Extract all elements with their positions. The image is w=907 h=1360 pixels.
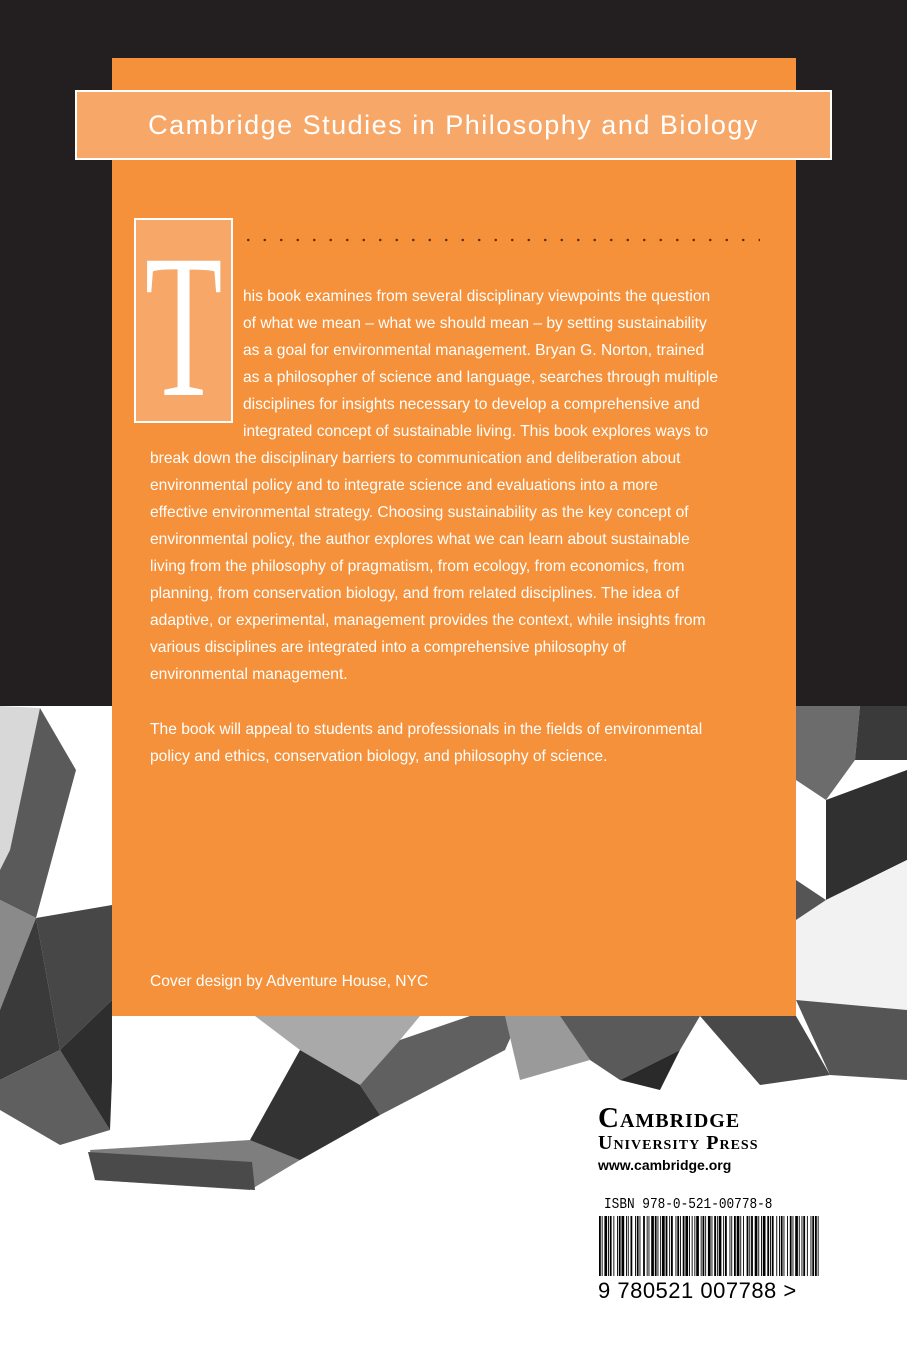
barcode-bar bbox=[658, 1216, 659, 1276]
barcode-bar bbox=[784, 1216, 785, 1276]
barcode-bar bbox=[660, 1216, 661, 1276]
barcode-bar bbox=[689, 1216, 690, 1276]
barcode-bar bbox=[787, 1216, 788, 1276]
barcode-bar bbox=[680, 1216, 681, 1276]
barcode-bar bbox=[803, 1216, 805, 1276]
barcode-bar bbox=[599, 1216, 601, 1276]
barcode-bar bbox=[818, 1216, 819, 1276]
dotted-rule bbox=[240, 236, 760, 244]
barcode-bar bbox=[626, 1216, 627, 1276]
publisher-name-line1: Cambridge bbox=[598, 1102, 741, 1134]
blurb-line-5: disciplines for insights necessary to develop a comprehensive and bbox=[243, 396, 700, 413]
barcode-bar bbox=[640, 1216, 641, 1276]
barcode-bar bbox=[793, 1216, 794, 1276]
blurb-line-2: of what we mean – what we should mean – by setting sustainability bbox=[243, 315, 707, 332]
barcode-digits: 9 780521 007788 > bbox=[598, 1278, 797, 1303]
blurb-line-13: adaptive, or experimental, management provides the context, while insights from bbox=[150, 612, 706, 629]
barcode-bar bbox=[723, 1216, 724, 1276]
barcode-bar bbox=[767, 1216, 769, 1276]
barcode-bar bbox=[712, 1216, 713, 1276]
barcode-bar bbox=[647, 1216, 648, 1276]
barcode-bar bbox=[751, 1216, 753, 1276]
blurb-line-8: environmental policy and to integrate science and evaluations into a more bbox=[150, 477, 658, 494]
barcode-bar bbox=[812, 1216, 814, 1276]
barcode-bar bbox=[747, 1216, 749, 1276]
barcode-bar bbox=[619, 1216, 621, 1276]
barcode-bar bbox=[781, 1216, 783, 1276]
barcode-bar bbox=[761, 1216, 762, 1276]
barcode-bar bbox=[807, 1216, 808, 1276]
barcode-bar bbox=[705, 1216, 706, 1276]
barcode-bar bbox=[714, 1216, 716, 1276]
barcode-bar bbox=[685, 1216, 688, 1276]
barcode-bar bbox=[613, 1216, 614, 1276]
barcode-bar bbox=[669, 1216, 670, 1276]
blurb-line-4: as a philosopher of science and language, searches through multiple bbox=[243, 369, 719, 386]
barcode-bar bbox=[802, 1216, 803, 1276]
barcode-bar bbox=[758, 1216, 759, 1276]
barcode-bar bbox=[683, 1216, 685, 1276]
barcode-bar bbox=[790, 1216, 792, 1276]
barcode-bar bbox=[617, 1216, 618, 1276]
blurb-line-6: integrated concept of sustainable living. This book explores ways to bbox=[243, 423, 709, 440]
barcode-bar bbox=[666, 1216, 668, 1276]
publisher-name-line2: University Press bbox=[598, 1132, 759, 1154]
blurb-line-3: as a goal for environmental management. Bryan G. Norton, trained bbox=[243, 342, 705, 359]
barcode-bar bbox=[717, 1216, 718, 1276]
barcode-bar bbox=[708, 1216, 711, 1276]
barcode-bar bbox=[696, 1216, 699, 1276]
barcode-bar bbox=[734, 1216, 736, 1276]
barcode-bar bbox=[799, 1216, 800, 1276]
barcode-bar bbox=[692, 1216, 693, 1276]
barcode-bar bbox=[779, 1216, 780, 1276]
blurb-line-10: environmental policy, the author explores what we can learn about sustainable bbox=[150, 531, 690, 548]
barcode-bar bbox=[755, 1216, 758, 1276]
blurb-line-11: living from the philosophy of pragmatism, from ecology, from economics, from bbox=[150, 558, 685, 575]
barcode-bar bbox=[622, 1216, 625, 1276]
barcode-bar bbox=[635, 1216, 636, 1276]
barcode-bar bbox=[730, 1216, 731, 1276]
barcode-bar bbox=[676, 1216, 677, 1276]
barcode-bar bbox=[655, 1216, 657, 1276]
barcode-bar bbox=[795, 1216, 798, 1276]
drop-cap-box bbox=[134, 213, 233, 440]
barcode-bar bbox=[749, 1216, 750, 1276]
publisher-website: www.cambridge.org bbox=[598, 1157, 732, 1173]
barcode-bar bbox=[649, 1216, 650, 1276]
blurb-line-9: effective environmental strategy. Choosing sustainability as the key concept of bbox=[150, 504, 689, 521]
barcode-bar bbox=[637, 1216, 639, 1276]
cover-credit: Cover design by Adventure House, NYC bbox=[150, 973, 429, 990]
barcode-bar bbox=[737, 1216, 740, 1276]
barcode-bar bbox=[701, 1216, 702, 1276]
barcode-bar bbox=[743, 1216, 744, 1276]
barcode-bar bbox=[719, 1216, 722, 1276]
blurb-line-12: planning, from conservation biology, and from related disciplines. The idea of bbox=[150, 585, 680, 602]
barcode-bar bbox=[604, 1216, 607, 1276]
barcode-bar bbox=[602, 1216, 603, 1276]
barcode-bar bbox=[776, 1216, 777, 1276]
barcode-bar bbox=[731, 1216, 732, 1276]
series-title: Cambridge Studies in Philosophy and Biology bbox=[148, 109, 759, 140]
barcode-bar bbox=[703, 1216, 705, 1276]
barcode-bar bbox=[815, 1216, 817, 1276]
publisher-logo bbox=[598, 1103, 824, 1189]
barcode-bar bbox=[770, 1216, 771, 1276]
barcode-bar bbox=[608, 1216, 609, 1276]
barcode-bar bbox=[631, 1216, 633, 1276]
isbn-barcode bbox=[597, 1216, 821, 1276]
barcode-bar bbox=[643, 1216, 645, 1276]
barcode-bar bbox=[671, 1216, 673, 1276]
blurb-line-15: environmental management. bbox=[150, 666, 348, 683]
barcode-bar bbox=[651, 1216, 654, 1276]
barcode-bar bbox=[628, 1216, 629, 1276]
barcode-bar bbox=[763, 1216, 766, 1276]
blurb-line-7: break down the disciplinary barriers to communication and deliberation about bbox=[150, 450, 681, 467]
drop-cap-letter: T bbox=[144, 213, 223, 440]
blurb-line-14: various disciplines are integrated into a comprehensive philosophy of bbox=[150, 639, 626, 656]
barcode-bar bbox=[662, 1216, 665, 1276]
barcode-bar bbox=[740, 1216, 741, 1276]
barcode-bar bbox=[610, 1216, 612, 1276]
barcode-bar bbox=[811, 1216, 812, 1276]
audience-line-2: policy and ethics, conservation biology, and philosophy of science. bbox=[150, 748, 608, 765]
barcode-bar bbox=[677, 1216, 679, 1276]
barcode-bar bbox=[694, 1216, 695, 1276]
isbn-label: ISBN 978-0-521-00778-8 bbox=[604, 1197, 773, 1213]
barcode-bar bbox=[725, 1216, 727, 1276]
barcode-bar bbox=[772, 1216, 774, 1276]
series-title-box bbox=[75, 90, 832, 160]
audience-line-1: The book will appeal to students and professionals in the fields of environmental bbox=[150, 721, 703, 738]
blurb-line-1: his book examines from several disciplinary viewpoints the question bbox=[243, 288, 711, 305]
